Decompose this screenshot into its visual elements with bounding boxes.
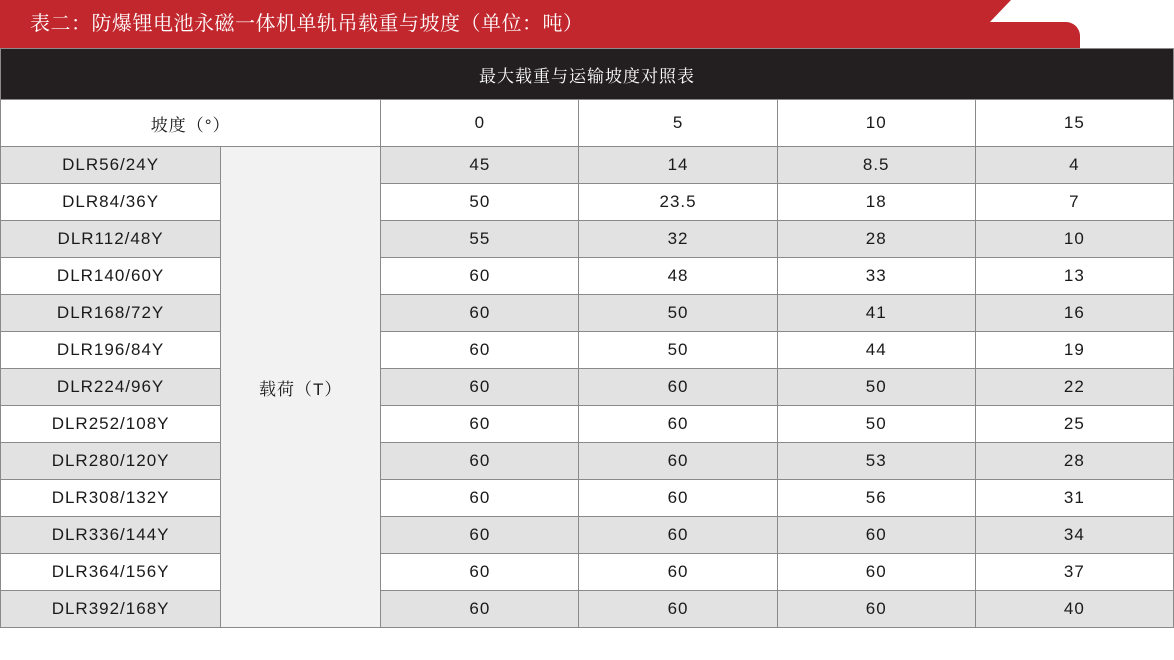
table-row — [1, 147, 1174, 184]
value-slope-10: 60 — [777, 517, 975, 554]
value-slope-15: 25 — [975, 406, 1173, 443]
value-slope-10: 18 — [777, 184, 975, 221]
value-slope-5: 60 — [579, 443, 777, 480]
table-row — [1, 369, 1174, 406]
value-slope-15: 34 — [975, 517, 1173, 554]
value-slope-15: 16 — [975, 295, 1173, 332]
value-slope-0: 50 — [381, 184, 579, 221]
value-slope-0: 60 — [381, 443, 579, 480]
value-slope-0: 60 — [381, 517, 579, 554]
model-name: DLR56/24Y — [1, 147, 221, 184]
value-slope-0: 60 — [381, 295, 579, 332]
value-slope-5: 50 — [579, 332, 777, 369]
value-slope-15: 7 — [975, 184, 1173, 221]
model-name: DLR364/156Y — [1, 554, 221, 591]
model-name: DLR168/72Y — [1, 295, 221, 332]
value-slope-0: 60 — [381, 480, 579, 517]
value-slope-0: 60 — [381, 332, 579, 369]
value-slope-10: 50 — [777, 369, 975, 406]
value-slope-15: 10 — [975, 221, 1173, 258]
value-slope-0: 60 — [381, 369, 579, 406]
value-slope-5: 60 — [579, 517, 777, 554]
value-slope-10: 60 — [777, 591, 975, 628]
value-slope-5: 60 — [579, 369, 777, 406]
value-slope-10: 53 — [777, 443, 975, 480]
banner — [0, 0, 1174, 48]
value-slope-0: 55 — [381, 221, 579, 258]
load-slope-table — [0, 48, 1174, 628]
slope-header-label: 坡度（°） — [1, 100, 381, 147]
banner-title: 表二：防爆锂电池永磁一体机单轨吊载重与坡度（单位：吨） — [30, 13, 584, 35]
value-slope-5: 60 — [579, 591, 777, 628]
table-row — [1, 406, 1174, 443]
value-slope-5: 50 — [579, 295, 777, 332]
load-label: 载荷（T） — [221, 147, 381, 628]
value-slope-15: 19 — [975, 332, 1173, 369]
value-slope-15: 13 — [975, 258, 1173, 295]
table-header-row — [1, 100, 1174, 147]
value-slope-0: 60 — [381, 406, 579, 443]
value-slope-0: 60 — [381, 258, 579, 295]
model-name: DLR308/132Y — [1, 480, 221, 517]
value-slope-5: 60 — [579, 554, 777, 591]
value-slope-15: 22 — [975, 369, 1173, 406]
table-row — [1, 332, 1174, 369]
value-slope-10: 56 — [777, 480, 975, 517]
value-slope-5: 60 — [579, 480, 777, 517]
value-slope-5: 48 — [579, 258, 777, 295]
table-row — [1, 554, 1174, 591]
value-slope-10: 41 — [777, 295, 975, 332]
model-name: DLR280/120Y — [1, 443, 221, 480]
table-row — [1, 443, 1174, 480]
value-slope-10: 50 — [777, 406, 975, 443]
value-slope-0: 45 — [381, 147, 579, 184]
banner-tab-shape — [960, 22, 1080, 48]
table-row — [1, 221, 1174, 258]
model-name: DLR224/96Y — [1, 369, 221, 406]
value-slope-0: 60 — [381, 591, 579, 628]
value-slope-15: 37 — [975, 554, 1173, 591]
model-name: DLR196/84Y — [1, 332, 221, 369]
table-row — [1, 480, 1174, 517]
value-slope-15: 4 — [975, 147, 1173, 184]
value-slope-5: 14 — [579, 147, 777, 184]
model-name: DLR112/48Y — [1, 221, 221, 258]
value-slope-10: 28 — [777, 221, 975, 258]
value-slope-5: 23.5 — [579, 184, 777, 221]
slope-header-15: 15 — [975, 100, 1173, 147]
table-subtitle: 最大载重与运输坡度对照表 — [1, 49, 1174, 100]
model-name: DLR392/168Y — [1, 591, 221, 628]
value-slope-10: 8.5 — [777, 147, 975, 184]
table-row — [1, 258, 1174, 295]
value-slope-5: 60 — [579, 406, 777, 443]
table-row — [1, 295, 1174, 332]
model-name: DLR336/144Y — [1, 517, 221, 554]
slope-header-10: 10 — [777, 100, 975, 147]
table-row — [1, 591, 1174, 628]
table-row — [1, 517, 1174, 554]
value-slope-5: 32 — [579, 221, 777, 258]
value-slope-15: 31 — [975, 480, 1173, 517]
table-subtitle-row — [1, 49, 1174, 100]
value-slope-15: 28 — [975, 443, 1173, 480]
slope-header-0: 0 — [381, 100, 579, 147]
value-slope-0: 60 — [381, 554, 579, 591]
model-name: DLR252/108Y — [1, 406, 221, 443]
value-slope-10: 33 — [777, 258, 975, 295]
value-slope-10: 60 — [777, 554, 975, 591]
model-name: DLR140/60Y — [1, 258, 221, 295]
value-slope-10: 44 — [777, 332, 975, 369]
slope-header-5: 5 — [579, 100, 777, 147]
value-slope-15: 40 — [975, 591, 1173, 628]
table-row — [1, 184, 1174, 221]
model-name: DLR84/36Y — [1, 184, 221, 221]
